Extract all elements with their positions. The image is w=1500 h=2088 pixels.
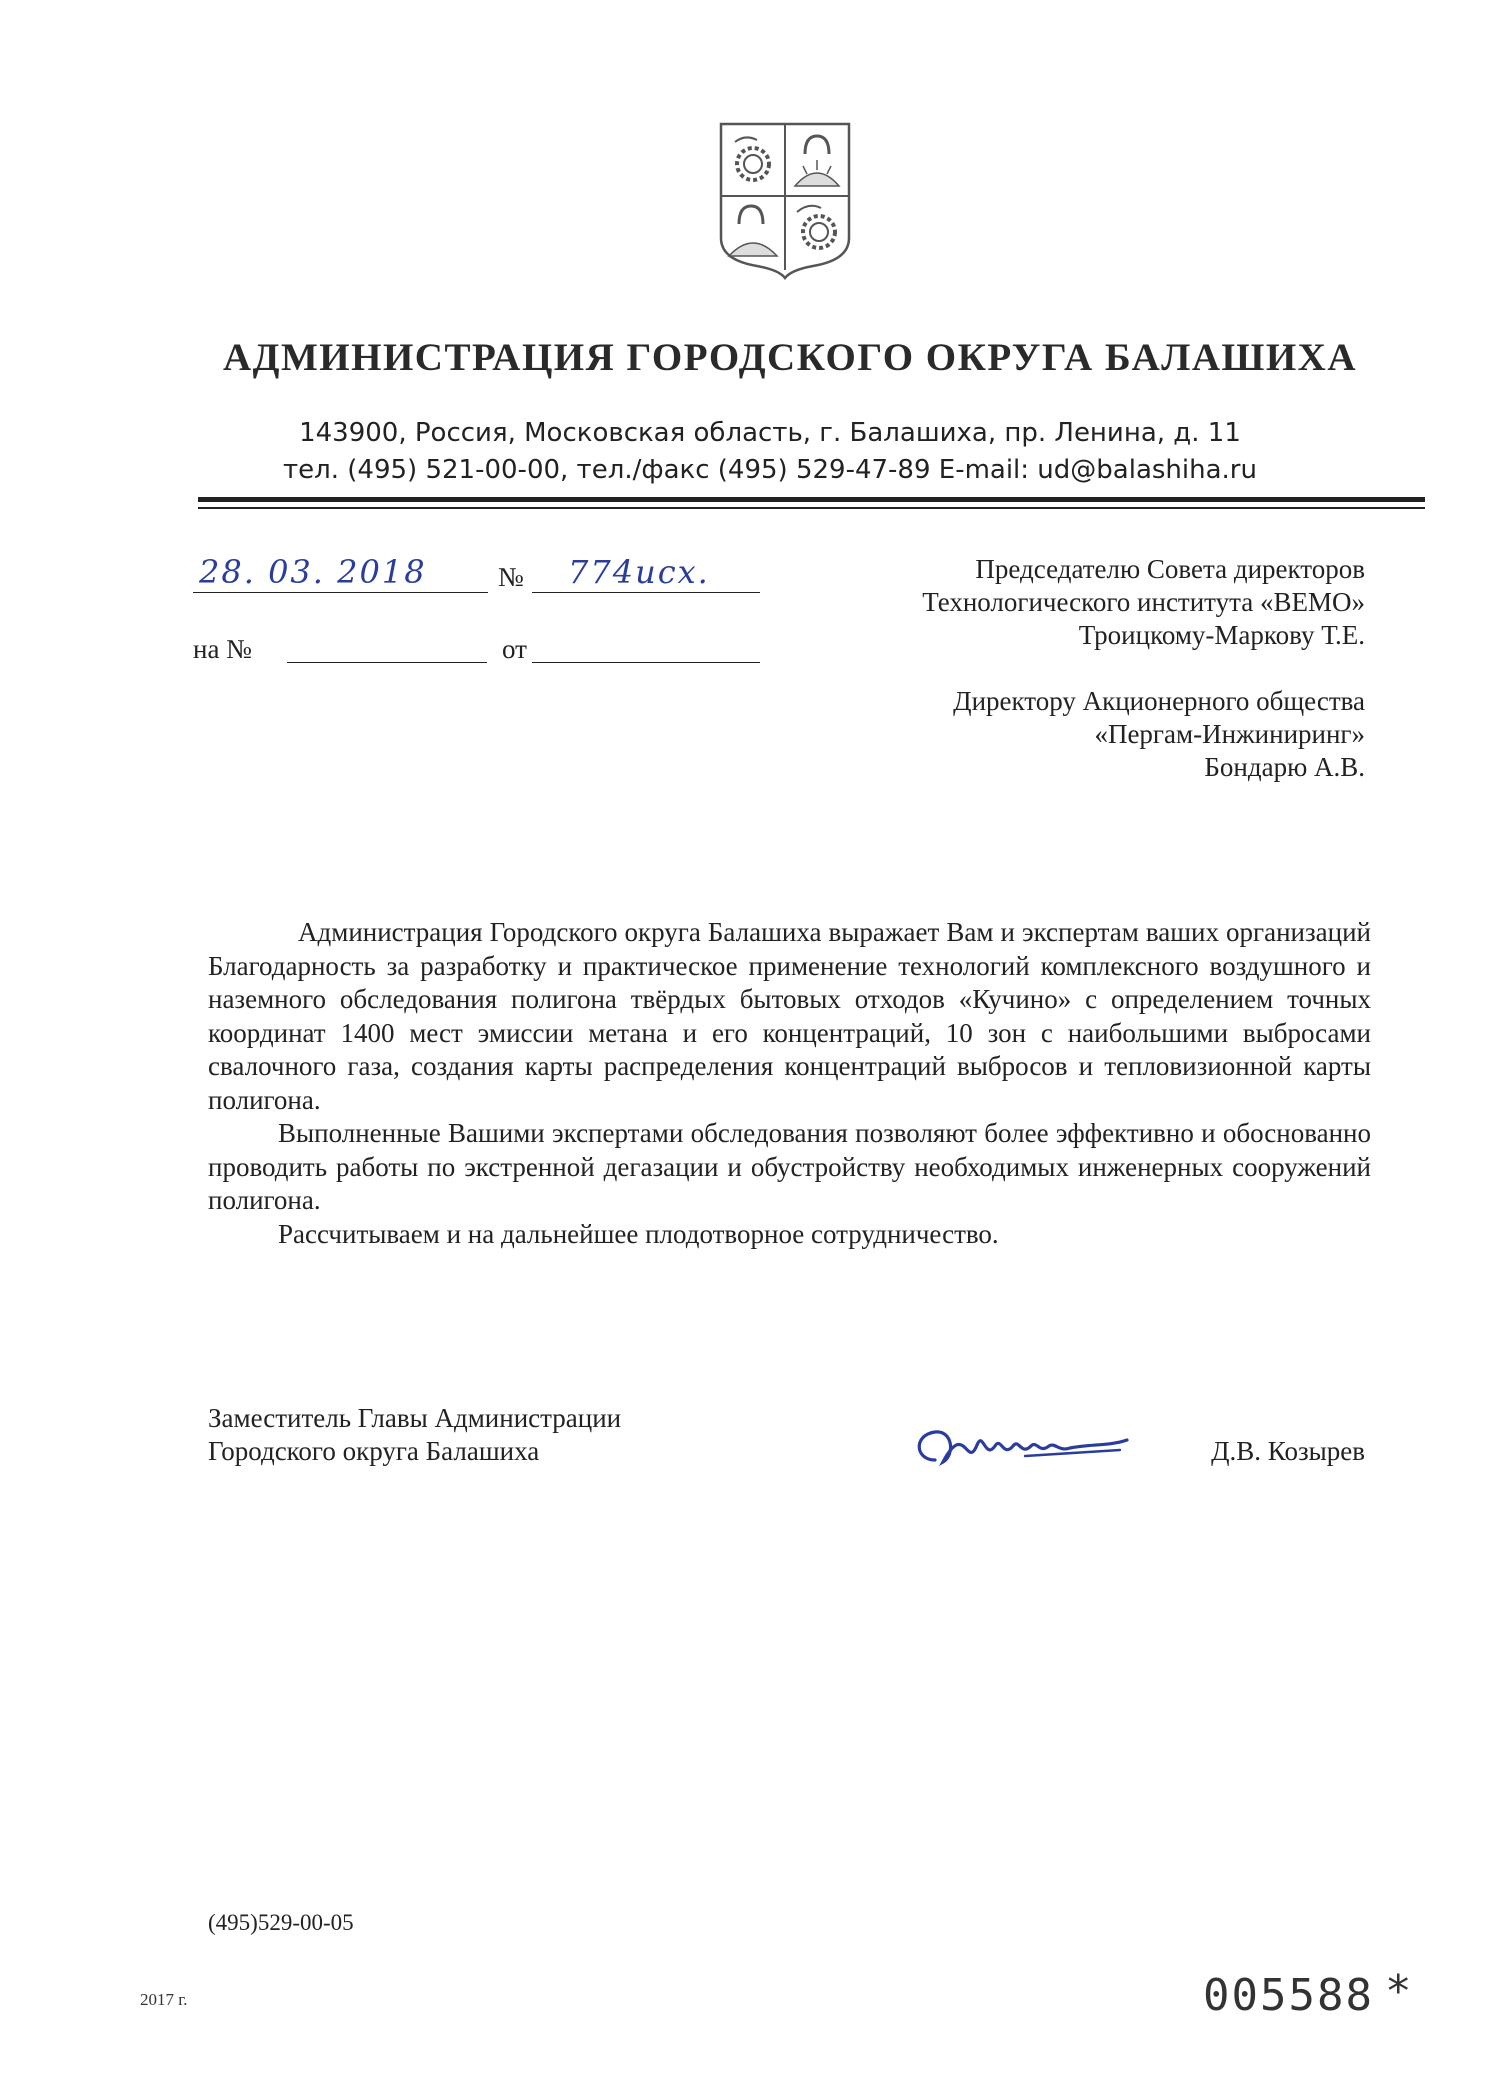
letter-body xyxy=(208,916,1371,1251)
organization-contacts: тел. (495) 521-00-00, тел./факс (495) 529-47-89 E-mail: ud@balashiha.ru xyxy=(283,455,1257,485)
addressee-1-line-3: Троицкому-Маркову Т.Е. xyxy=(1078,620,1365,650)
addressee-1 xyxy=(922,553,1365,652)
registration-date-field xyxy=(193,553,488,593)
registration-number-label: № xyxy=(498,562,524,592)
organization-address: 143900, Россия, Московская область, г. Балашиха, пр. Ленина, д. 11 xyxy=(299,418,1241,448)
registration-number-field xyxy=(532,553,760,593)
addressee-2-line-2: «Пергам-Инжиниринг» xyxy=(1094,719,1365,749)
addressee-1-line-2: Технологического института «ВЕМО» xyxy=(922,587,1365,617)
body-paragraph-3: Рассчитываем и на дальнейшее плодотворное сотрудничество. xyxy=(278,1218,999,1249)
signatory-position-line-1: Заместитель Главы Администрации xyxy=(208,1403,622,1433)
in-reply-label: на № xyxy=(193,634,252,664)
header-divider-thick xyxy=(198,497,1425,502)
in-reply-date-line xyxy=(532,662,760,663)
signatory-position-line-2: Городского округа Балашиха xyxy=(208,1436,540,1466)
body-paragraph-1: Администрация Городского округа Балашиха выражает Вам и экспертам ваших организаций Благодарность за разработку и практическое применение технологий комплексного воздушного и наземного обследования полигона твёрдых бытовых отходов «Кучино» с определением точных координат 1400 мест эмиссии метана и его концентраций, 10 зон с наибольшими выбросами свалочного газа, создания карты распределения концентраций выбросов и тепловизионной карты полигона. xyxy=(208,917,1371,1115)
addressee-1-line-1: Председателю Совета директоров xyxy=(975,554,1365,584)
body-paragraph-2: Выполненные Вашими экспертами обследования позволяют более эффективно и обоснованно проводить работы по экстренной дегазации и обустройству необходимых инженерных сооружений полигона. xyxy=(208,1118,1371,1215)
addressee-2-line-3: Бондарю А.В. xyxy=(1204,752,1365,782)
form-serial-number: 005588 xyxy=(1203,1970,1374,2021)
registration-number: 774исх. xyxy=(568,553,710,591)
signatory-position xyxy=(208,1402,621,1468)
header-divider-thin xyxy=(198,507,1425,509)
form-year: 2017 г. xyxy=(140,1990,188,2009)
signatory-name: Д.В. Козырев xyxy=(1211,1436,1365,1466)
form-serial-mark: * xyxy=(1385,1966,1414,2017)
organization-title: АДМИНИСТРАЦИЯ ГОРОДСКОГО ОКРУГА БАЛАШИХА xyxy=(222,336,1358,379)
registration-date: 28. 03. 2018 xyxy=(199,553,427,591)
addressee-2 xyxy=(953,685,1365,784)
addressee-2-line-1: Директору Акционерного общества xyxy=(953,686,1365,716)
in-reply-number-line xyxy=(287,662,487,663)
in-reply-from-label: от xyxy=(502,634,527,664)
executor-phone: (495)529-00-05 xyxy=(208,1910,354,1935)
handwritten-signature xyxy=(905,1410,1135,1480)
coat-of-arms-emblem xyxy=(717,120,853,280)
